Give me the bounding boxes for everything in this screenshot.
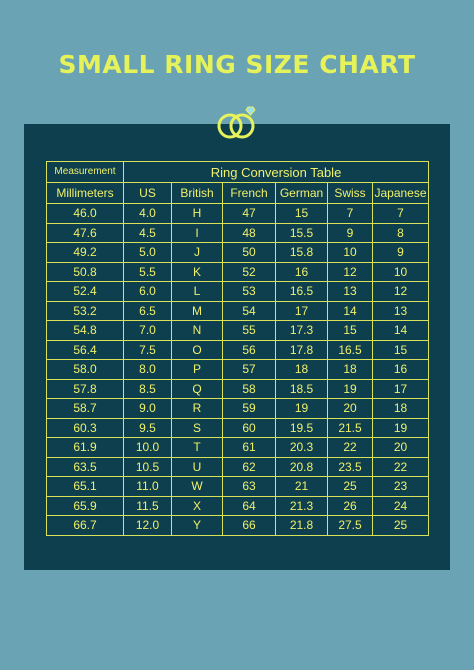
cell-german: 21	[276, 477, 328, 497]
cell-french: 52	[223, 262, 276, 282]
cell-swiss: 19	[328, 379, 373, 399]
wedding-rings-icon	[211, 102, 263, 142]
cell-us: 9.5	[124, 418, 172, 438]
cell-millimeters: 58.7	[47, 399, 124, 419]
cell-british: N	[172, 321, 223, 341]
cell-british: S	[172, 418, 223, 438]
cell-french: 57	[223, 360, 276, 380]
cell-british: T	[172, 438, 223, 458]
table-row	[47, 262, 429, 282]
cell-british: I	[172, 223, 223, 243]
cell-british: H	[172, 204, 223, 224]
cell-french: 63	[223, 477, 276, 497]
cell-british: Q	[172, 379, 223, 399]
cell-french: 47	[223, 204, 276, 224]
cell-swiss: 15	[328, 321, 373, 341]
cell-millimeters: 58.0	[47, 360, 124, 380]
table-row	[47, 243, 429, 263]
cell-japanese: 15	[373, 340, 429, 360]
cell-millimeters: 50.8	[47, 262, 124, 282]
cell-german: 20.3	[276, 438, 328, 458]
cell-japanese: 18	[373, 399, 429, 419]
cell-us: 12.0	[124, 516, 172, 536]
cell-british: M	[172, 301, 223, 321]
cell-swiss: 20	[328, 399, 373, 419]
cell-swiss: 12	[328, 262, 373, 282]
cell-german: 15.8	[276, 243, 328, 263]
cell-millimeters: 66.7	[47, 516, 124, 536]
cell-us: 11.0	[124, 477, 172, 497]
cell-french: 60	[223, 418, 276, 438]
cell-german: 17.8	[276, 340, 328, 360]
column-header-japanese: Japanese	[373, 183, 429, 204]
cell-german: 19.5	[276, 418, 328, 438]
cell-millimeters: 63.5	[47, 457, 124, 477]
cell-french: 54	[223, 301, 276, 321]
cell-us: 8.5	[124, 379, 172, 399]
table-row	[47, 457, 429, 477]
cell-millimeters: 49.2	[47, 243, 124, 263]
cell-british: U	[172, 457, 223, 477]
cell-us: 4.5	[124, 223, 172, 243]
cell-german: 15	[276, 204, 328, 224]
cell-millimeters: 65.1	[47, 477, 124, 497]
cell-swiss: 13	[328, 282, 373, 302]
cell-japanese: 25	[373, 516, 429, 536]
cell-swiss: 10	[328, 243, 373, 263]
column-header-millimeters: Millimeters	[47, 183, 124, 204]
cell-us: 6.5	[124, 301, 172, 321]
cell-japanese: 17	[373, 379, 429, 399]
table-row	[47, 223, 429, 243]
table-row	[47, 418, 429, 438]
cell-german: 18	[276, 360, 328, 380]
cell-french: 53	[223, 282, 276, 302]
cell-german: 21.8	[276, 516, 328, 536]
cell-british: X	[172, 496, 223, 516]
cell-millimeters: 52.4	[47, 282, 124, 302]
measurement-header: Measurement	[47, 162, 124, 183]
cell-japanese: 22	[373, 457, 429, 477]
cell-japanese: 8	[373, 223, 429, 243]
table-row	[47, 360, 429, 380]
cell-japanese: 14	[373, 321, 429, 341]
cell-swiss: 23.5	[328, 457, 373, 477]
cell-millimeters: 61.9	[47, 438, 124, 458]
column-header-us: US	[124, 183, 172, 204]
cell-british: L	[172, 282, 223, 302]
cell-british: K	[172, 262, 223, 282]
cell-german: 15.5	[276, 223, 328, 243]
cell-british: O	[172, 340, 223, 360]
table-row	[47, 282, 429, 302]
cell-swiss: 22	[328, 438, 373, 458]
cell-swiss: 14	[328, 301, 373, 321]
cell-british: J	[172, 243, 223, 263]
cell-german: 20.8	[276, 457, 328, 477]
cell-us: 11.5	[124, 496, 172, 516]
cell-us: 4.0	[124, 204, 172, 224]
cell-us: 7.0	[124, 321, 172, 341]
table-row	[47, 399, 429, 419]
cell-german: 16	[276, 262, 328, 282]
cell-swiss: 16.5	[328, 340, 373, 360]
cell-french: 59	[223, 399, 276, 419]
cell-french: 58	[223, 379, 276, 399]
cell-japanese: 24	[373, 496, 429, 516]
cell-french: 55	[223, 321, 276, 341]
table-row	[47, 516, 429, 536]
cell-swiss: 27.5	[328, 516, 373, 536]
cell-german: 19	[276, 399, 328, 419]
cell-swiss: 18	[328, 360, 373, 380]
cell-french: 48	[223, 223, 276, 243]
table-row	[47, 321, 429, 341]
cell-millimeters: 57.8	[47, 379, 124, 399]
cell-french: 50	[223, 243, 276, 263]
cell-us: 10.5	[124, 457, 172, 477]
table-row	[47, 204, 429, 224]
cell-us: 7.5	[124, 340, 172, 360]
cell-german: 17	[276, 301, 328, 321]
cell-swiss: 25	[328, 477, 373, 497]
cell-french: 64	[223, 496, 276, 516]
cell-millimeters: 60.3	[47, 418, 124, 438]
cell-japanese: 20	[373, 438, 429, 458]
cell-swiss: 7	[328, 204, 373, 224]
cell-japanese: 16	[373, 360, 429, 380]
cell-japanese: 9	[373, 243, 429, 263]
cell-japanese: 19	[373, 418, 429, 438]
cell-japanese: 7	[373, 204, 429, 224]
table-row	[47, 301, 429, 321]
column-header-british: British	[172, 183, 223, 204]
cell-german: 16.5	[276, 282, 328, 302]
column-header-german: German	[276, 183, 328, 204]
cell-french: 62	[223, 457, 276, 477]
conversion-table-header: Ring Conversion Table	[124, 162, 429, 183]
cell-millimeters: 46.0	[47, 204, 124, 224]
cell-us: 9.0	[124, 399, 172, 419]
cell-swiss: 26	[328, 496, 373, 516]
cell-us: 5.0	[124, 243, 172, 263]
cell-british: R	[172, 399, 223, 419]
cell-japanese: 10	[373, 262, 429, 282]
page-title: SMALL RING SIZE CHART	[58, 50, 416, 79]
table-row	[47, 340, 429, 360]
cell-french: 66	[223, 516, 276, 536]
cell-german: 18.5	[276, 379, 328, 399]
table-row	[47, 496, 429, 516]
cell-millimeters: 54.8	[47, 321, 124, 341]
table-row	[47, 477, 429, 497]
cell-british: P	[172, 360, 223, 380]
cell-us: 5.5	[124, 262, 172, 282]
cell-british: Y	[172, 516, 223, 536]
cell-japanese: 23	[373, 477, 429, 497]
ring-conversion-table	[46, 161, 429, 536]
cell-millimeters: 47.6	[47, 223, 124, 243]
cell-us: 6.0	[124, 282, 172, 302]
cell-millimeters: 53.2	[47, 301, 124, 321]
cell-british: W	[172, 477, 223, 497]
cell-french: 56	[223, 340, 276, 360]
cell-swiss: 21.5	[328, 418, 373, 438]
table-row	[47, 379, 429, 399]
cell-japanese: 13	[373, 301, 429, 321]
column-header-swiss: Swiss	[328, 183, 373, 204]
cell-us: 8.0	[124, 360, 172, 380]
column-header-french: French	[223, 183, 276, 204]
cell-swiss: 9	[328, 223, 373, 243]
table-row	[47, 438, 429, 458]
cell-millimeters: 65.9	[47, 496, 124, 516]
cell-german: 21.3	[276, 496, 328, 516]
cell-french: 61	[223, 438, 276, 458]
cell-japanese: 12	[373, 282, 429, 302]
cell-millimeters: 56.4	[47, 340, 124, 360]
cell-us: 10.0	[124, 438, 172, 458]
cell-german: 17.3	[276, 321, 328, 341]
